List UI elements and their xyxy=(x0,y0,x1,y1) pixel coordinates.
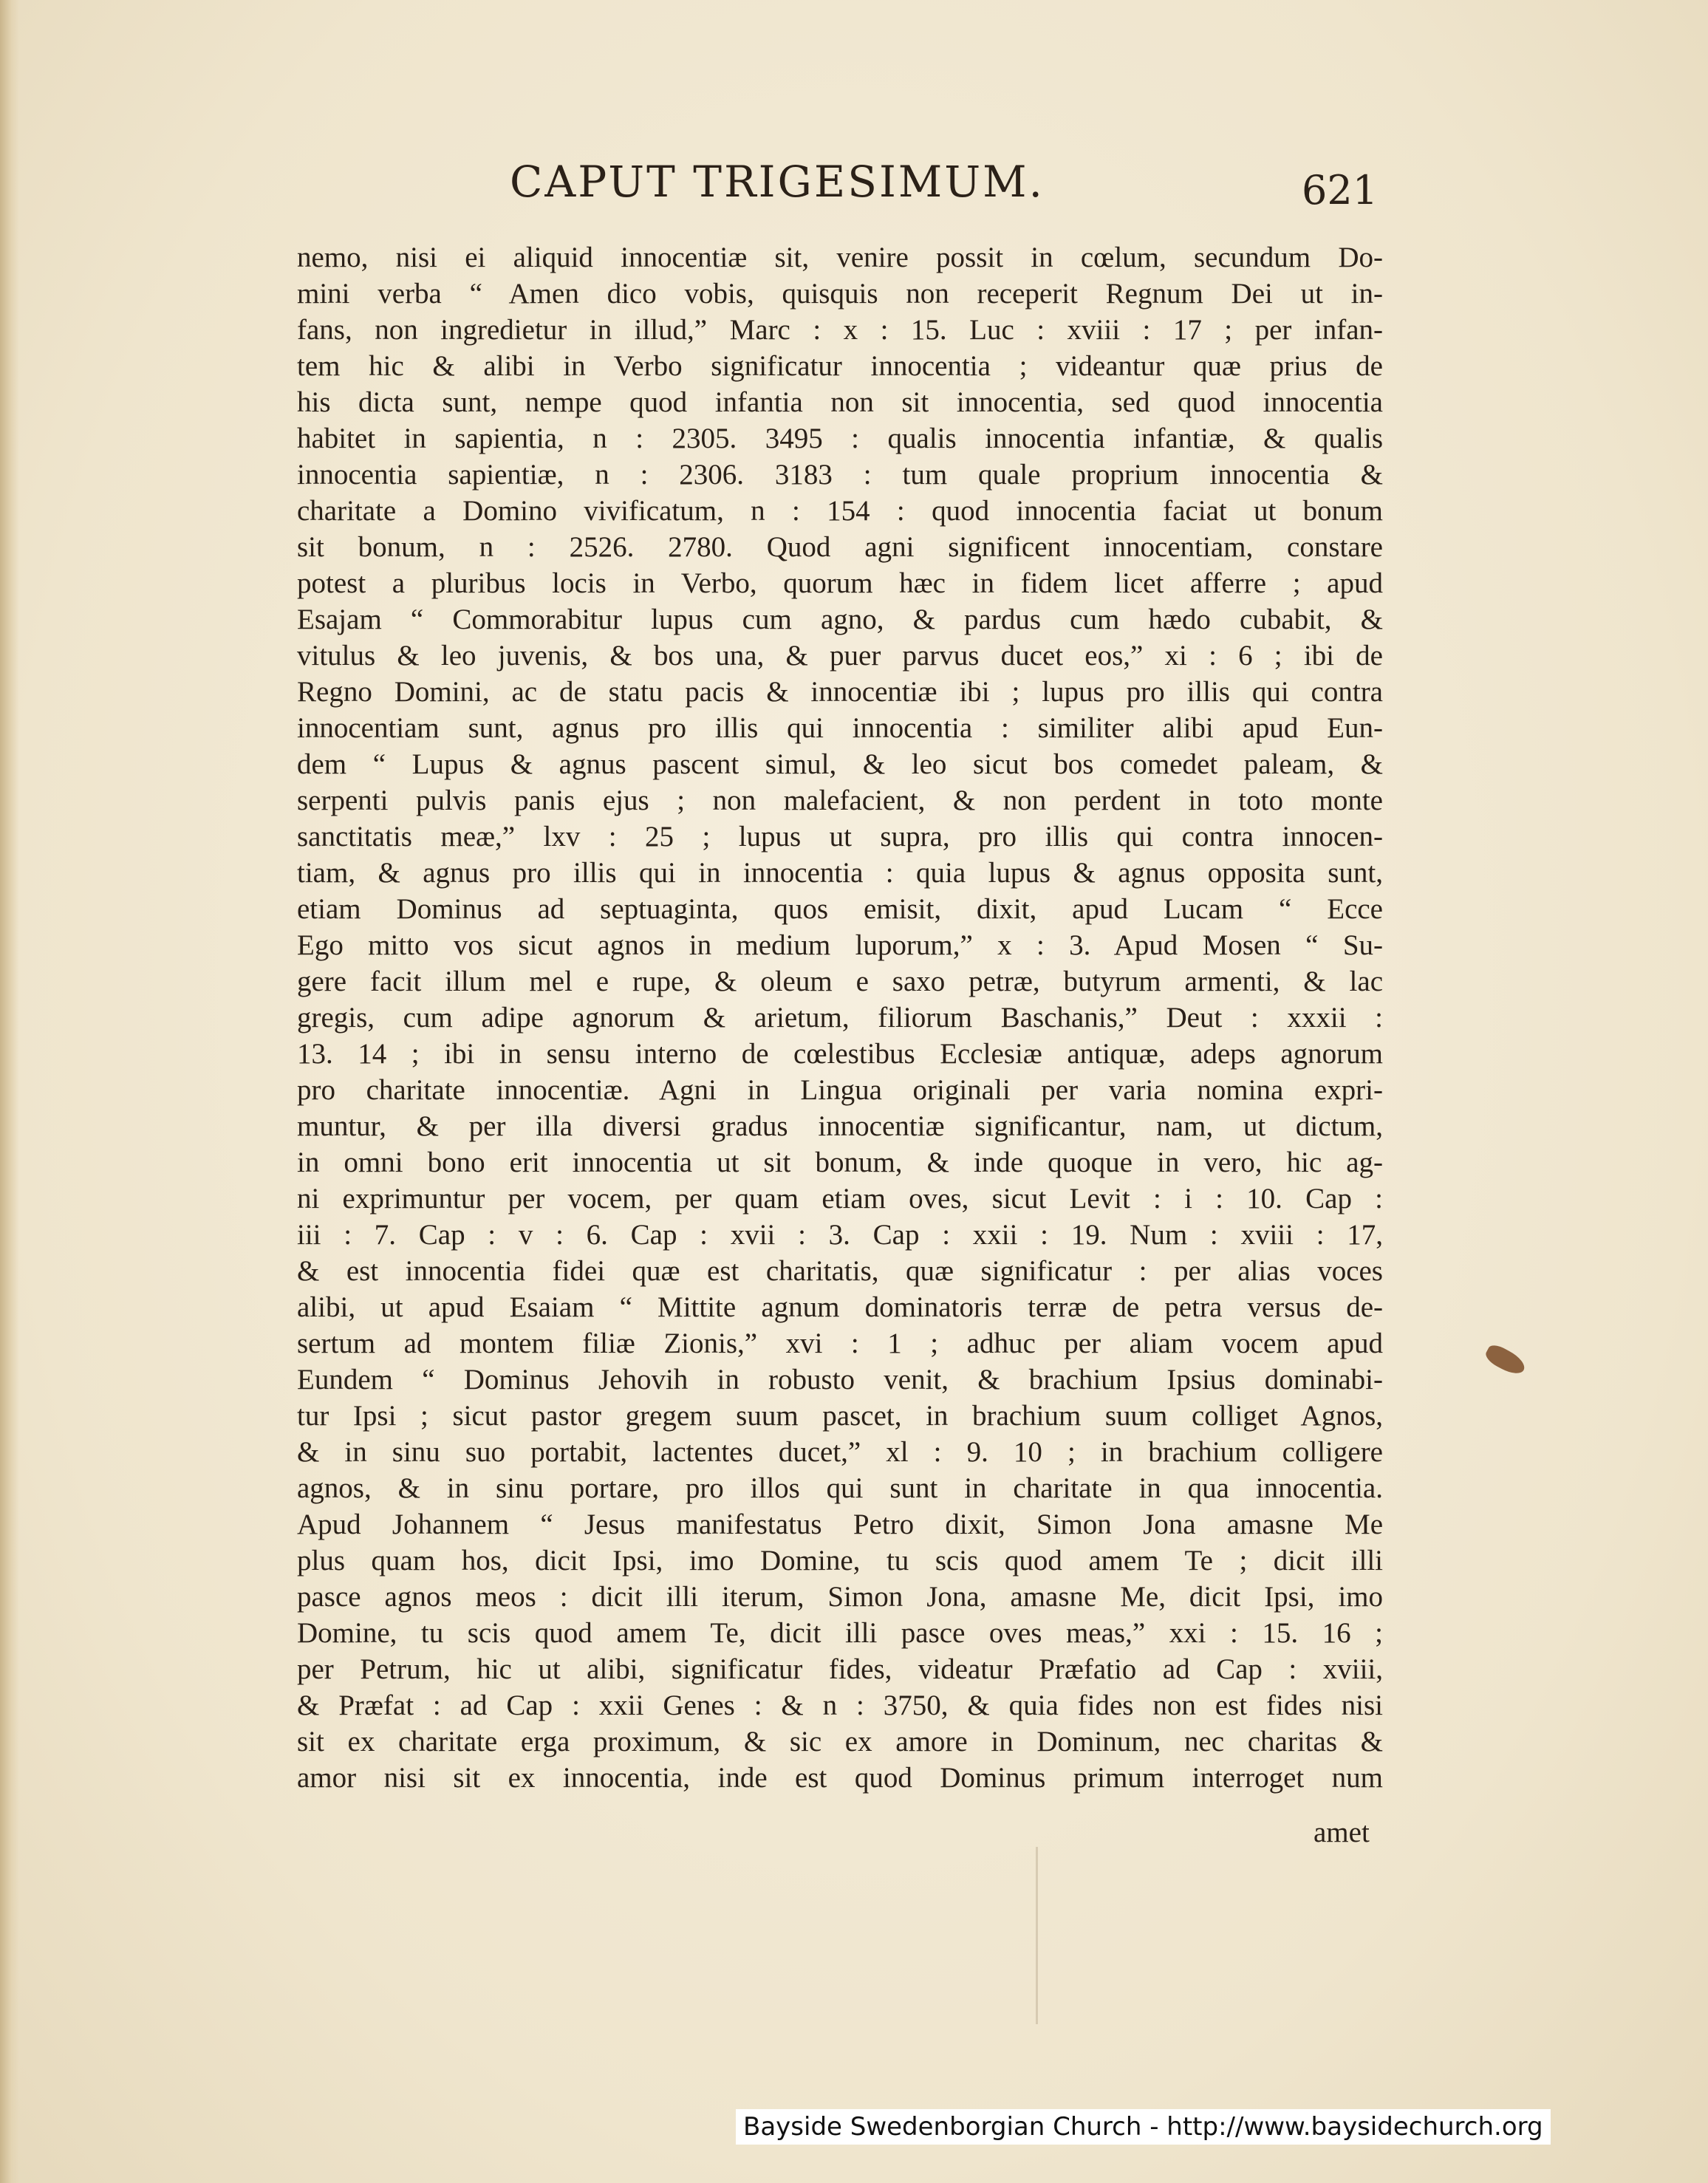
text-line: Eundem “ Dominus Jehovih in robusto venit, & brachium Ipsius dominabi- xyxy=(297,1364,1383,1395)
text-line: Esajam “ Commorabitur lupus cum agno, & pardus cum hædo cubabit, & xyxy=(297,604,1383,635)
text-line: mini verba “ Amen dico vobis, quisquis non receperit Regnum Dei ut in- xyxy=(297,278,1383,310)
text-line: in omni bono erit innocentia ut sit bonum, & inde quoque in vero, hic ag- xyxy=(297,1147,1383,1178)
running-head-title: CAPUT TRIGESIMUM. xyxy=(510,157,1045,207)
paper-crease xyxy=(1036,1847,1038,2024)
text-line: muntur, & per illa diversi gradus innocentiæ significantur, nam, ut dictum, xyxy=(297,1110,1383,1142)
text-line: Apud Johannem “ Jesus manifestatus Petro dixit, Simon Jona amasne Me xyxy=(297,1509,1383,1540)
footer-credit: Bayside Swedenborgian Church - http://www.baysidechurch.org xyxy=(736,2109,1551,2145)
text-line: Ego mitto vos sicut agnos in medium luporum,” x : 3. Apud Mosen “ Su- xyxy=(297,929,1383,961)
text-line: iii : 7. Cap : v : 6. Cap : xvii : 3. Cap : xxii : 19. Num : xviii : 17, xyxy=(297,1219,1383,1251)
page-gutter-shadow xyxy=(0,0,19,2183)
text-line: potest a pluribus locis in Verbo, quorum hæc in fidem licet afferre ; apud xyxy=(297,567,1383,599)
text-line: per Petrum, hic ut alibi, significatur fides, videatur Præfatio ad Cap : xviii, xyxy=(297,1653,1383,1685)
text-line: tiam, & agnus pro illis qui in innocentia : quia lupus & agnus opposita sunt, xyxy=(297,857,1383,889)
ink-stain xyxy=(1483,1342,1528,1378)
text-line: plus quam hos, dicit Ipsi, imo Domine, tu scis quod amem Te ; dicit illi xyxy=(297,1545,1383,1576)
text-line: gere facit illum mel e rupe, & oleum e saxo petræ, butyrum armenti, & lac xyxy=(297,966,1383,997)
text-line: sit ex charitate erga proximum, & sic ex amore in Dominum, nec charitas & xyxy=(297,1726,1383,1757)
text-line: sit bonum, n : 2526. 2780. Quod agni significent innocentiam, constare xyxy=(297,531,1383,563)
text-line: Regno Domini, ac de statu pacis & innocentiæ ibi ; lupus pro illis qui contra xyxy=(297,676,1383,708)
text-line: habitet in sapientia, n : 2305. 3495 : qualis innocentia infantiæ, & qualis xyxy=(297,423,1383,454)
text-line: innocentia sapientiæ, n : 2306. 3183 : tum quale proprium innocentia & xyxy=(297,459,1383,491)
text-line: fans, non ingredietur in illud,” Marc : x : 15. Luc : xviii : 17 ; per infan- xyxy=(297,314,1383,346)
text-line: innocentiam sunt, agnus pro illis qui innocentia : similiter alibi apud Eun- xyxy=(297,712,1383,744)
text-line: serpenti pulvis panis ejus ; non malefacient, & non perdent in toto monte xyxy=(297,785,1383,816)
text-line: agnos, & in sinu portare, pro illos qui sunt in charitate in qua innocentia. xyxy=(297,1472,1383,1504)
text-line: charitate a Domino vivificatum, n : 154 : quod innocentia faciat ut bonum xyxy=(297,495,1383,527)
body-text xyxy=(297,239,1383,1796)
text-line: his dicta sunt, nempe quod infantia non sit innocentia, sed quod innocentia xyxy=(297,386,1383,418)
catchword: amet xyxy=(1314,1817,1370,1848)
text-line: vitulus & leo juvenis, & bos una, & puer parvus ducet eos,” xi : 6 ; ibi de xyxy=(297,640,1383,672)
text-line: gregis, cum adipe agnorum & arietum, filiorum Baschanis,” Deut : xxxii : xyxy=(297,1002,1383,1034)
text-line: tur Ipsi ; sicut pastor gregem suum pascet, in brachium suum colliget Agnos, xyxy=(297,1400,1383,1432)
text-line: nemo, nisi ei aliquid innocentiæ sit, venire possit in cœlum, secundum Do- xyxy=(297,242,1383,273)
text-line: pro charitate innocentiæ. Agni in Lingua originali per varia nomina expri- xyxy=(297,1074,1383,1106)
text-line: sanctitatis meæ,” lxv : 25 ; lupus ut supra, pro illis qui contra innocen- xyxy=(297,821,1383,853)
text-line: & Præfat : ad Cap : xxii Genes : & n : 3750, & quia fides non est fides nisi xyxy=(297,1690,1383,1721)
text-line: tem hic & alibi in Verbo significatur innocentia ; videantur quæ prius de xyxy=(297,350,1383,382)
text-line: & in sinu suo portabit, lactentes ducet,” xl : 9. 10 ; in brachium colligere xyxy=(297,1436,1383,1468)
text-line: ni exprimuntur per vocem, per quam etiam oves, sicut Levit : i : 10. Cap : xyxy=(297,1183,1383,1215)
page-number: 621 xyxy=(1302,167,1379,213)
text-line: pasce agnos meos : dicit illi iterum, Simon Jona, amasne Me, dicit Ipsi, imo xyxy=(297,1581,1383,1613)
text-line: amor nisi sit ex innocentia, inde est quod Dominus primum interroget num xyxy=(297,1762,1383,1794)
text-line: & est innocentia fidei quæ est charitatis, quæ significatur : per alias voces xyxy=(297,1255,1383,1287)
text-line: etiam Dominus ad septuaginta, quos emisit, dixit, apud Lucam “ Ecce xyxy=(297,893,1383,925)
text-line: dem “ Lupus & agnus pascent simul, & leo sicut bos comedet paleam, & xyxy=(297,748,1383,780)
text-line: sertum ad montem filiæ Zionis,” xvi : 1 ; adhuc per aliam vocem apud xyxy=(297,1328,1383,1359)
text-line: Domine, tu scis quod amem Te, dicit illi pasce oves meas,” xxi : 15. 16 ; xyxy=(297,1617,1383,1649)
text-line: 13. 14 ; ibi in sensu interno de cœlestibus Ecclesiæ antiquæ, adeps agnorum xyxy=(297,1038,1383,1070)
text-line: alibi, ut apud Esaiam “ Mittite agnum dominatoris terræ de petra versus de- xyxy=(297,1291,1383,1323)
